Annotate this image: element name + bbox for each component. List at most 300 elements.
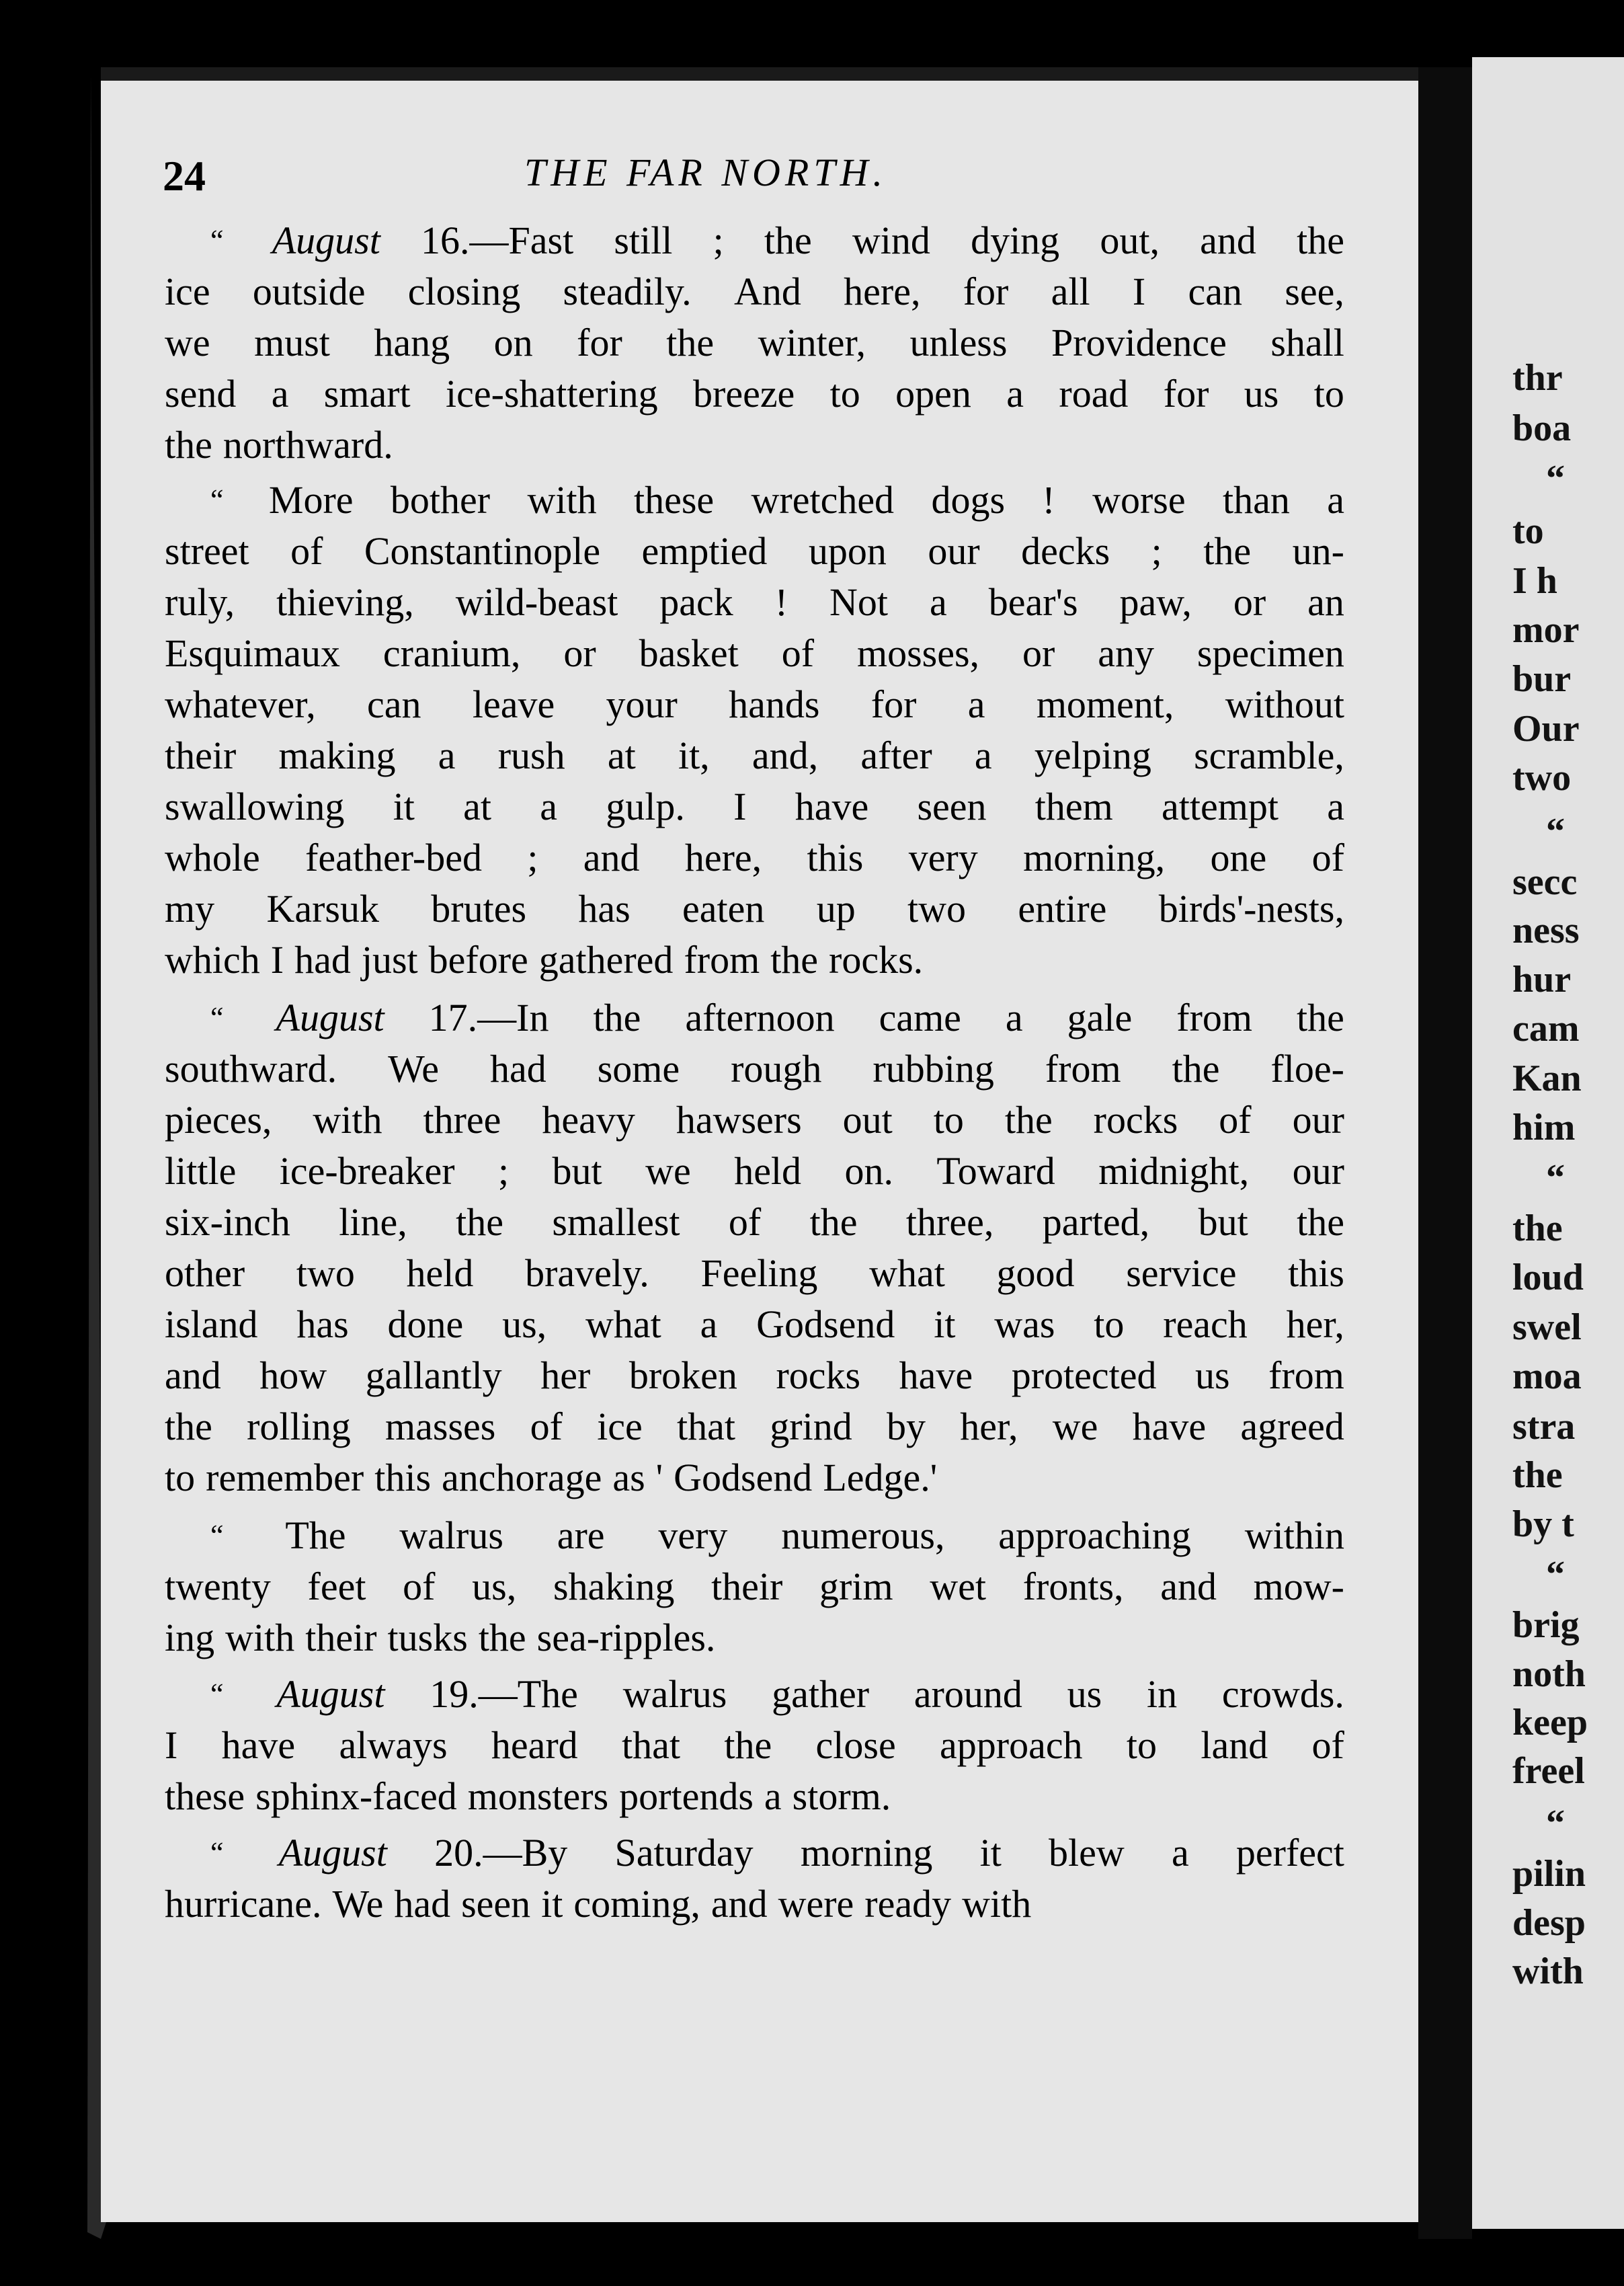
word: scramble,	[1194, 734, 1344, 777]
word: but	[1198, 1200, 1248, 1244]
word: morning,	[1023, 836, 1166, 879]
word: what	[869, 1251, 945, 1295]
adjacent-text-fragment: cam	[1512, 1008, 1580, 1050]
word: 16.—Fast	[421, 219, 574, 262]
word: August	[276, 996, 384, 1039]
word: it,	[678, 734, 710, 777]
word: to	[933, 1098, 964, 1142]
word: a	[764, 1774, 782, 1818]
text-line	[165, 577, 1344, 628]
word: for	[577, 321, 622, 364]
word: a	[540, 785, 558, 828]
word: ;	[1151, 529, 1162, 573]
word: northward.	[222, 423, 393, 467]
word: parted,	[1042, 1200, 1150, 1244]
adjacent-text-fragment: freel	[1512, 1750, 1585, 1792]
word: which	[165, 938, 260, 982]
word: the	[478, 1616, 526, 1659]
word: And	[733, 270, 801, 313]
word: entire	[1018, 887, 1107, 931]
word: had	[394, 1882, 451, 1926]
word: crowds.	[1221, 1672, 1344, 1716]
word: it	[541, 1882, 563, 1926]
word: her,	[960, 1405, 1018, 1448]
word: the	[165, 423, 212, 467]
word: the	[1297, 996, 1344, 1039]
word: road	[1059, 372, 1129, 416]
word: a	[930, 580, 947, 624]
word: their	[711, 1565, 783, 1608]
word: for	[963, 270, 1009, 313]
word: some	[597, 1047, 680, 1091]
word: what	[585, 1302, 661, 1346]
adjacent-text-fragment: desp	[1512, 1902, 1586, 1944]
page-gutter	[1418, 67, 1472, 2239]
word: wretched	[751, 478, 895, 522]
word: shaking	[553, 1565, 675, 1608]
word: twenty	[165, 1565, 271, 1608]
paragraph	[165, 215, 1344, 471]
word: these	[165, 1774, 245, 1818]
adjacent-text-fragment: “	[1546, 811, 1565, 853]
word: by	[886, 1405, 926, 1448]
word: of	[728, 1200, 762, 1244]
word: ready	[864, 1882, 952, 1926]
word: gather	[772, 1672, 870, 1716]
word: gulp.	[606, 785, 685, 828]
word: gathered	[538, 938, 674, 982]
word: and,	[752, 734, 819, 777]
word: of	[1311, 836, 1344, 879]
adjacent-text-fragment: Our	[1512, 708, 1580, 750]
adjacent-text-fragment: moa	[1512, 1355, 1582, 1397]
word: outside	[252, 270, 366, 313]
text-line	[165, 1350, 1344, 1401]
adjacent-text-fragment: hur	[1512, 959, 1572, 1000]
word: Constantinople	[364, 529, 601, 573]
word: we	[165, 321, 210, 364]
word: one	[1210, 836, 1267, 879]
text-line	[165, 1146, 1344, 1197]
word: us	[1067, 1672, 1102, 1716]
word: it	[393, 785, 415, 828]
adjacent-text-fragment: thr	[1512, 357, 1563, 399]
word: basket	[639, 631, 739, 675]
word: our	[928, 529, 980, 573]
word: must	[254, 321, 330, 364]
word: I	[733, 785, 747, 828]
word: our	[1292, 1149, 1344, 1193]
word: line,	[339, 1200, 407, 1244]
word: ice	[165, 270, 210, 313]
word: for	[1163, 372, 1209, 416]
adjacent-text-fragment: the	[1512, 1454, 1563, 1496]
word: I	[165, 1723, 178, 1767]
word: from	[1176, 996, 1253, 1039]
word: was	[994, 1302, 1055, 1346]
word: can	[367, 682, 421, 726]
word: this	[374, 1456, 432, 1499]
word: three,	[905, 1200, 994, 1244]
word: any	[1098, 631, 1154, 675]
word: walrus	[399, 1513, 503, 1557]
word: the	[770, 938, 819, 982]
word: had	[489, 1047, 546, 1091]
word: were	[778, 1882, 854, 1926]
opening-quote: “	[210, 483, 224, 516]
word: came	[879, 996, 961, 1039]
word: bother	[390, 478, 491, 522]
adjacent-text-fragment: “	[1546, 1157, 1565, 1199]
adjacent-text-fragment: bur	[1512, 658, 1572, 700]
text-line	[165, 420, 1344, 471]
word: of	[781, 631, 815, 675]
adjacent-text-fragment: boa	[1512, 407, 1572, 449]
word: eaten	[682, 887, 765, 931]
word: here,	[844, 270, 921, 313]
word: rocks	[1093, 1098, 1178, 1142]
word: unless	[909, 321, 1008, 364]
word: rocks	[776, 1353, 861, 1397]
word: the	[809, 1200, 858, 1244]
word: morning	[800, 1831, 933, 1875]
text-line	[165, 1510, 1344, 1561]
word: close	[815, 1723, 896, 1767]
word: approaching	[998, 1513, 1191, 1557]
adjacent-text-fragment: two	[1512, 757, 1572, 799]
word: that	[622, 1723, 680, 1767]
word: protected	[1011, 1353, 1157, 1397]
text-line	[165, 526, 1344, 577]
word: More	[268, 478, 354, 522]
word: heard	[491, 1723, 578, 1767]
word: dying	[971, 219, 1060, 262]
text-line	[165, 832, 1344, 883]
word: her	[540, 1353, 591, 1397]
word: to	[1126, 1723, 1158, 1767]
word: Toward	[936, 1149, 1055, 1193]
adjacent-text-fragment: stra	[1512, 1406, 1576, 1448]
word: us,	[502, 1302, 547, 1346]
word: bear's	[988, 580, 1078, 624]
word: perfect	[1235, 1831, 1344, 1875]
word: monsters	[467, 1774, 609, 1818]
word: Saturday	[614, 1831, 754, 1875]
opening-quote: “	[210, 1519, 224, 1552]
word: two	[296, 1251, 355, 1295]
page-number: 24	[163, 152, 206, 200]
page-body-text	[165, 215, 1344, 1930]
word: three	[423, 1098, 501, 1142]
word: Godsend	[674, 1456, 813, 1499]
word: can	[1188, 270, 1243, 313]
word: our	[1292, 1098, 1344, 1142]
word: a	[1327, 785, 1344, 828]
word: us,	[472, 1565, 517, 1608]
word: winter,	[758, 321, 866, 364]
word: all	[1051, 270, 1090, 313]
word: specimen	[1196, 631, 1344, 675]
word: that	[677, 1405, 736, 1448]
word: !	[774, 580, 788, 624]
word: from	[1045, 1047, 1121, 1091]
word: mosses,	[856, 631, 980, 675]
word: ruly,	[165, 580, 235, 624]
word: street	[165, 529, 249, 573]
text-line	[165, 1669, 1344, 1720]
adjacent-text-fragment: with	[1512, 1950, 1584, 1992]
word: an	[1307, 580, 1344, 624]
word: making	[278, 734, 396, 777]
word: their	[165, 734, 237, 777]
paragraph	[165, 1827, 1344, 1930]
text-line	[165, 266, 1344, 317]
text-line	[165, 475, 1344, 526]
word: to	[829, 372, 860, 416]
word: moment,	[1036, 682, 1174, 726]
word: with	[962, 1882, 1032, 1926]
word: the	[764, 219, 812, 262]
word: seen	[917, 785, 987, 828]
word: gale	[1067, 996, 1133, 1039]
word: rubbing	[872, 1047, 994, 1091]
text-line	[165, 1401, 1344, 1452]
word: see,	[1285, 270, 1344, 313]
word: had	[294, 938, 351, 982]
word: the	[666, 321, 715, 364]
word: island	[165, 1302, 258, 1346]
word: out,	[1100, 219, 1160, 262]
adjacent-text-fragment: mor	[1512, 609, 1580, 651]
word: and	[165, 1353, 221, 1397]
word: of	[290, 529, 323, 573]
adjacent-text-fragment: the	[1512, 1208, 1563, 1249]
word: Providence	[1051, 321, 1227, 364]
word: done	[387, 1302, 464, 1346]
word: remember	[206, 1456, 364, 1499]
opening-quote: “	[210, 1836, 224, 1869]
word: within	[1244, 1513, 1344, 1557]
word: on	[493, 321, 533, 364]
text-line	[165, 992, 1344, 1043]
word: it	[934, 1302, 956, 1346]
word: the	[1203, 529, 1252, 573]
word: the	[165, 1405, 212, 1448]
word: out	[842, 1098, 893, 1142]
word: decks	[1021, 529, 1110, 573]
word: ;	[527, 836, 538, 879]
word: hurricane.	[165, 1882, 322, 1926]
word: from	[684, 938, 760, 982]
word: always	[339, 1723, 448, 1767]
word: cranium,	[382, 631, 521, 675]
word: Feeling	[700, 1251, 818, 1295]
word: this	[1288, 1251, 1344, 1295]
word: tusks	[387, 1616, 468, 1659]
word: but	[552, 1149, 602, 1193]
word: a	[1005, 996, 1023, 1039]
word: agreed	[1240, 1405, 1344, 1448]
word: Not	[829, 580, 889, 624]
word: the	[1297, 1200, 1344, 1244]
text-line	[165, 1827, 1344, 1879]
word: with	[225, 1616, 295, 1659]
word: portends	[619, 1774, 754, 1818]
word: service	[1126, 1251, 1237, 1295]
word: ice-shattering	[446, 372, 658, 416]
text-line	[165, 1561, 1344, 1612]
text-line	[165, 1720, 1344, 1771]
text-line	[165, 730, 1344, 781]
word: after	[860, 734, 932, 777]
word: August	[272, 219, 380, 262]
text-line	[165, 317, 1344, 368]
word: ;	[713, 219, 724, 262]
word: seen	[461, 1882, 531, 1926]
word: we	[1052, 1405, 1098, 1448]
word: reach	[1163, 1302, 1248, 1346]
word: broken	[628, 1353, 737, 1397]
adjacent-text-fragment: “	[1546, 458, 1565, 500]
word: with	[313, 1098, 382, 1142]
word: other	[165, 1251, 245, 1295]
word: very	[908, 836, 978, 879]
word: midnight,	[1098, 1149, 1250, 1193]
word: good	[996, 1251, 1075, 1295]
word: and	[1160, 1565, 1217, 1608]
word: a	[1327, 478, 1344, 522]
word: bravely.	[525, 1251, 649, 1295]
word: rocks.	[829, 938, 924, 982]
word: August	[276, 1672, 385, 1716]
word: land	[1201, 1723, 1268, 1767]
word: birds'-nests,	[1158, 887, 1344, 931]
word: a	[1006, 372, 1024, 416]
word: a	[967, 682, 985, 726]
word: the	[593, 996, 641, 1039]
text-line	[165, 679, 1344, 730]
word: un-	[1292, 529, 1344, 573]
text-line	[165, 883, 1344, 935]
word: and	[710, 1882, 768, 1926]
word: grim	[819, 1565, 893, 1608]
adjacent-text-fragment: swel	[1512, 1306, 1582, 1348]
word: smart	[323, 372, 411, 416]
word: walrus	[622, 1672, 727, 1716]
text-line	[165, 1612, 1344, 1663]
word: numerous,	[781, 1513, 945, 1557]
word: hawsers	[676, 1098, 802, 1142]
paragraph	[165, 1669, 1344, 1822]
word: hang	[374, 321, 450, 364]
text-line	[165, 1197, 1344, 1248]
word: sphinx-faced	[255, 1774, 457, 1818]
word: this	[807, 836, 864, 879]
word: pack	[659, 580, 733, 624]
word: at	[463, 785, 492, 828]
adjacent-text-fragment: by t	[1512, 1503, 1574, 1545]
word: ice-breaker	[279, 1149, 455, 1193]
word: whatever,	[165, 682, 316, 726]
word: a	[271, 372, 289, 416]
adjacent-text-fragment: “	[1546, 1803, 1565, 1844]
word: anchorage	[442, 1456, 602, 1499]
word: to	[1313, 372, 1344, 416]
word: a	[700, 1302, 718, 1346]
word: to	[165, 1456, 196, 1499]
word: ;	[497, 1149, 510, 1193]
word: little	[165, 1149, 237, 1193]
word: of	[1311, 1723, 1344, 1767]
word: or	[1022, 631, 1055, 675]
word: wind	[852, 219, 930, 262]
adjacent-text-fragment: “	[1546, 1554, 1565, 1595]
opening-quote: “	[210, 224, 224, 257]
word: has	[296, 1302, 349, 1346]
word: held	[734, 1149, 802, 1193]
word: ice	[597, 1405, 643, 1448]
word: feather-bed	[305, 836, 482, 879]
word: breeze	[693, 372, 795, 416]
word: at	[607, 734, 636, 777]
paragraph	[165, 992, 1344, 1503]
text-line	[165, 1043, 1344, 1095]
word: We	[332, 1882, 384, 1926]
word: Esquimaux	[165, 631, 340, 675]
text-line	[165, 1248, 1344, 1299]
opening-quote: “	[210, 1678, 224, 1710]
word: and	[583, 836, 640, 879]
word: from	[1268, 1353, 1344, 1397]
word: have	[1132, 1405, 1207, 1448]
word: the	[1297, 219, 1344, 262]
word: the	[1004, 1098, 1053, 1142]
text-line	[165, 215, 1344, 266]
word: two	[907, 887, 967, 931]
text-line	[165, 628, 1344, 679]
word: have	[795, 785, 869, 828]
word: before	[428, 938, 528, 982]
word: worse	[1092, 478, 1186, 522]
word: very	[658, 1513, 728, 1557]
adjacent-text-fragment: pilin	[1512, 1853, 1586, 1895]
word: I	[270, 938, 284, 982]
text-line	[165, 1299, 1344, 1350]
word: here,	[684, 836, 762, 879]
paragraph	[165, 475, 1344, 986]
word: us	[1244, 372, 1279, 416]
word: coming,	[573, 1882, 700, 1926]
word: sea-ripples.	[536, 1616, 716, 1659]
word: send	[165, 372, 237, 416]
word: of	[403, 1565, 436, 1608]
word: your	[606, 682, 678, 726]
word: emptied	[641, 529, 768, 573]
word: for	[870, 682, 917, 726]
word: has	[578, 887, 631, 931]
word: six-inch	[165, 1200, 290, 1244]
word: around	[914, 1672, 1022, 1716]
text-line	[165, 1771, 1344, 1822]
word: pieces,	[165, 1098, 272, 1142]
word: Karsuk	[266, 887, 379, 931]
word: grind	[770, 1405, 852, 1448]
word: still	[614, 219, 673, 262]
word: blew	[1049, 1831, 1125, 1875]
word: or	[1233, 580, 1266, 624]
word: hands	[729, 682, 820, 726]
word: have	[899, 1353, 973, 1397]
